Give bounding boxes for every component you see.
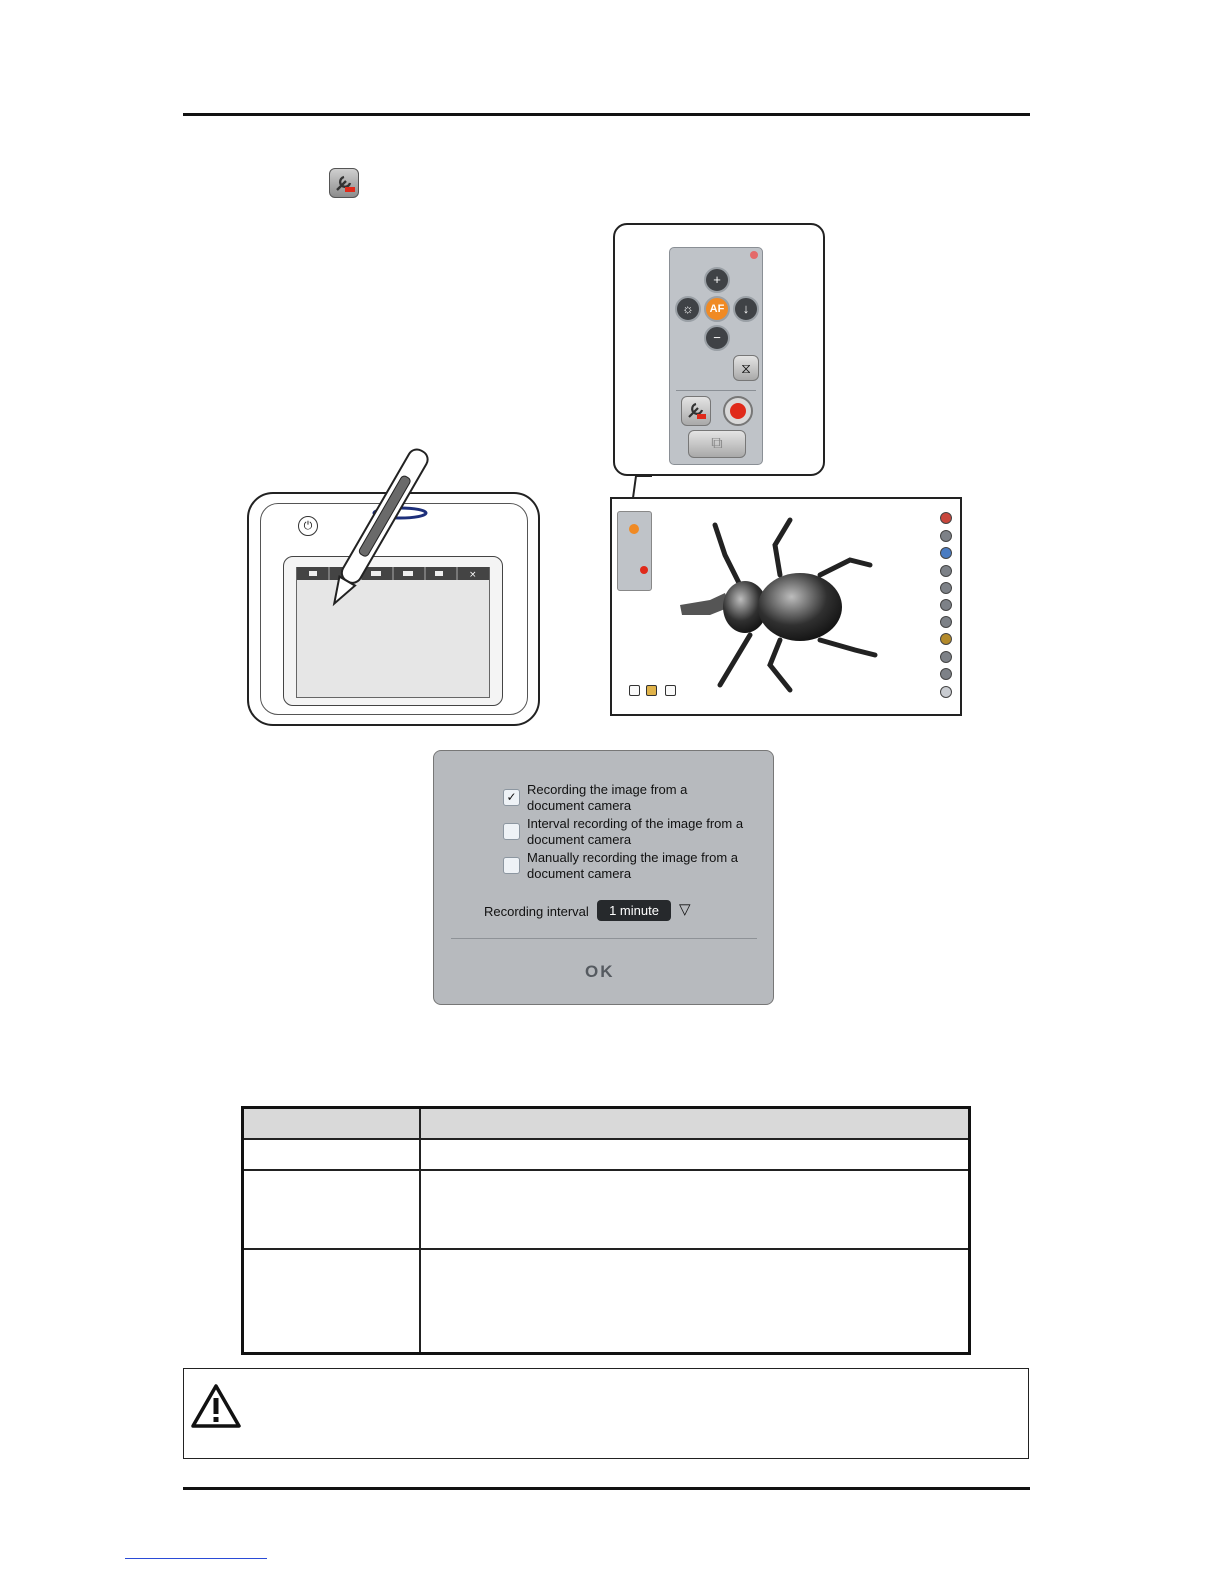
table-row-line (244, 1138, 968, 1140)
recording-interval-select[interactable]: 1 minute (597, 900, 671, 921)
mini-record-icon (640, 566, 648, 574)
footer-link-underline[interactable] (125, 1558, 267, 1559)
save-icon[interactable] (665, 685, 676, 696)
recording-interval-label: Recording interval (484, 904, 589, 919)
panel-close-icon[interactable] (750, 251, 758, 259)
power-icon: ⏻ (298, 516, 318, 536)
side-tool-4[interactable] (940, 565, 952, 577)
side-tool-2[interactable] (940, 530, 952, 542)
dialog-separator (451, 938, 757, 939)
option-manual-checkbox[interactable] (503, 857, 520, 874)
ok-button[interactable]: OK (585, 962, 615, 981)
header-rule (183, 113, 1030, 116)
side-tool-3[interactable] (940, 547, 952, 559)
folder-icon[interactable] (646, 685, 657, 696)
mini-af-icon (629, 524, 639, 534)
stylus-pen (310, 438, 440, 620)
side-tool-5[interactable] (940, 582, 952, 594)
table-row-line (244, 1169, 968, 1171)
option-interval-checkbox[interactable] (503, 823, 520, 840)
side-tool-10[interactable] (940, 668, 952, 680)
settings-button[interactable] (681, 396, 711, 426)
option-record-checkbox[interactable]: ✓ (503, 789, 520, 806)
table-column-divider (419, 1109, 421, 1352)
settings-table (241, 1106, 971, 1355)
dropdown-arrow-icon[interactable]: ▽ (679, 901, 691, 918)
option-interval-label: Interval recording of the image from a document camera (527, 816, 744, 847)
beetle-image (670, 515, 885, 695)
option-record-label: Recording the image from a document camera (527, 782, 688, 813)
side-tool-8[interactable] (940, 633, 952, 645)
capture-button[interactable]: ⧉ (688, 430, 746, 458)
zoom-in-button[interactable]: + (704, 267, 730, 293)
table-row-line (244, 1248, 968, 1250)
side-tool-9[interactable] (940, 651, 952, 663)
caution-box (183, 1368, 1029, 1459)
download-button[interactable]: ↓ (733, 296, 759, 322)
panel-divider (676, 390, 756, 391)
settings-icon[interactable] (329, 168, 359, 198)
option-manual-label: Manually recording the image from a document camera (527, 850, 738, 881)
footer-rule (183, 1487, 1030, 1490)
side-tool-1[interactable] (940, 512, 952, 524)
side-tool-7[interactable] (940, 616, 952, 628)
brightness-button[interactable]: ☼ (675, 296, 701, 322)
new-page-icon[interactable] (629, 685, 640, 696)
hourglass-button[interactable]: ⧖ (733, 355, 759, 381)
record-button[interactable] (723, 396, 753, 426)
autofocus-button[interactable]: AF (704, 296, 730, 322)
svg-text:×: × (469, 570, 477, 580)
side-tool-6[interactable] (940, 599, 952, 611)
caution-triangle-icon (190, 1383, 242, 1429)
zoom-out-button[interactable]: − (704, 325, 730, 351)
side-tool-11[interactable] (940, 686, 952, 698)
mini-control-panel (617, 511, 652, 591)
